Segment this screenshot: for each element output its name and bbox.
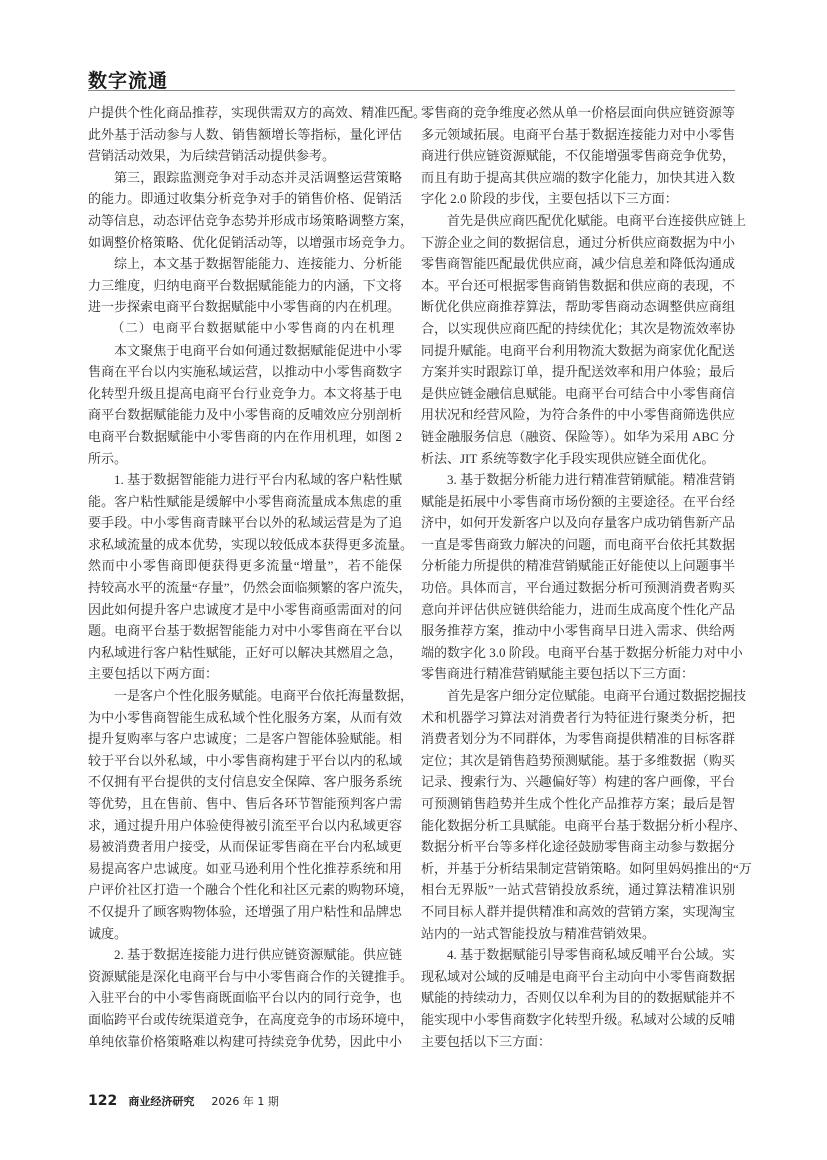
text-line: 不仅提升了顾客购物体验，还增强了用户粘性和品牌忠 — [88, 903, 402, 919]
text-line: 单纯依靠价格策略难以构建可持续竞争优势，因此中小 — [88, 1033, 402, 1049]
text-line: 首先是客户细分定位赋能。电商平台通过数据挖掘技 — [447, 688, 747, 704]
text-line: 字化 2.0 阶段的步伐，主要包括以下三方面： — [421, 191, 678, 207]
text-line: 济中，如何开发新客户以及向存量客户成功销售新产品 — [421, 515, 735, 531]
text-line: 求私域流量的成本优势，实现以较低成本获得更多流量。 — [88, 536, 414, 552]
paragraph — [88, 944, 414, 1052]
text-line: 电商平台数据赋能中小零售商的内在作用机理，如图 2 — [88, 428, 402, 444]
section-title: 数字流通 — [88, 70, 169, 92]
text-line: 一直是零售商致力解决的问题，而电商平台依托其数据 — [421, 536, 735, 552]
text-line: 不同目标人群并提供精准和高效的营销方案，实现淘宝 — [421, 903, 735, 919]
text-line: 断优化供应商推荐算法，帮助零售商动态调整供应商组 — [421, 299, 735, 315]
text-line: 较于平台以外私域，中小零售商构建于平台以内的私域 — [88, 752, 402, 768]
text-line: 主要包括以下三方面： — [421, 1033, 552, 1049]
text-line: 术和机器学习算法对消费者行为特征进行聚类分析，把 — [421, 709, 735, 725]
text-line: 本。平台还可根据零售商销售数据和供应商的表现，不 — [421, 277, 735, 293]
text-line: 资源赋能是深化电商平台与中小零售商合作的关键推手。 — [88, 968, 414, 984]
text-line: 一是客户个性化服务赋能。电商平台依托海量数据， — [114, 688, 414, 704]
journal-name: 商业经济研究 — [128, 1095, 195, 1108]
text-line: 数据分析平台等多样化途径鼓励零售商主动参与数据分 — [421, 839, 735, 855]
text-line: 端的数字化 3.0 阶段。电商平台基于数据分析能力对中小 — [421, 644, 743, 660]
text-line: 合，以实现供应商匹配的持续优化；其次是物流效率协 — [421, 320, 735, 336]
text-line: 多元领域拓展。电商平台基于数据连接能力对中小零售 — [421, 126, 735, 142]
text-line: 力三维度，归纳电商平台数据赋能能力的内涵，下文将 — [88, 277, 402, 293]
text-line: 的能力。即通过收集分析竞争对手的销售价格、促销活 — [88, 191, 402, 207]
text-line: 3. 基于数据分析能力进行精准营销赋能。精准营销 — [447, 472, 735, 488]
text-line: 赋能是拓展中小零售商市场份额的主要途径。在平台经 — [421, 493, 735, 509]
text-line: 定位；其次是销售趋势预测赋能。基于多维数据（购买 — [421, 752, 735, 768]
text-line: 商平台数据赋能能力及中小零售商的反哺效应分别剖析 — [88, 407, 402, 423]
text-line: 如调整价格策略、优化促销活动等，以增强市场竞争力。 — [88, 234, 414, 250]
text-line: 而且有助于提高其供应端的数字化能力，加快其进入数 — [421, 169, 735, 185]
text-line: 意向并评估供应链供给能力，进而生成高度个性化产品 — [421, 601, 735, 617]
text-line: 营销活动效果，为后续营销活动提供参考。 — [88, 148, 336, 164]
paragraph — [88, 685, 414, 944]
text-line: 相台无界版”一站式营销投放系统，通过算法精准识别 — [421, 882, 735, 898]
text-line: 能实现中小零售商数字化转型升级。私域对公域的反哺 — [421, 1011, 735, 1027]
paragraph — [421, 469, 743, 685]
paragraph — [88, 469, 414, 685]
text-line: 为中小零售商智能生成私域个性化服务方案，从而有效 — [88, 709, 402, 725]
issue-label: 2026 年 1 期 — [211, 1095, 279, 1108]
paragraph — [88, 253, 402, 318]
text-line: 不仅拥有平台提供的支付信息安全保障、客户服务系统 — [88, 774, 402, 790]
text-line: 析，并基于分析结果制定营销策略。如阿里妈妈推出的“万 — [421, 860, 752, 876]
text-line: 是供应链金融信息赋能。电商平台可结合中小零售商信 — [421, 385, 735, 401]
text-line: 要手段。中小零售商青睐平台以外的私域运营是为了追 — [88, 515, 402, 531]
text-line: 易被消费者用户接受，从而保证零售商在平台内私域更 — [88, 839, 402, 855]
text-line: 等优势，且在售前、售中、售后各环节智能预判客户需 — [88, 796, 402, 811]
text-line: 因此如何提升客户忠诚度才是中小零售商亟需面对的问 — [88, 601, 402, 617]
text-line: 可预测销售趋势并生成个性化产品推荐方案；最后是智 — [421, 796, 735, 811]
left-column — [88, 102, 427, 1052]
text-line: 主要包括以下两方面： — [88, 666, 219, 682]
text-line: 综上，本文基于数据智能能力、连接能力、分析能 — [114, 256, 402, 272]
text-line: 零售商的竞争维度必然从单一价格层面向供应链资源等 — [421, 105, 735, 120]
text-line: 持较高水平的流量“存量”，仍然会面临频繁的客户流失， — [88, 580, 412, 596]
text-line: 首先是供应商匹配优化赋能。电商平台连接供应链上 — [447, 212, 747, 228]
text-line: 商进行供应链资源赋能，不仅能增强零售商竞争优势， — [421, 148, 735, 164]
text-line: 2. 基于数据连接能力进行供应链资源赋能。供应链 — [114, 947, 402, 963]
text-line: 用状况和经营风险，为符合条件的中小零售商筛选供应 — [421, 407, 735, 423]
text-line: 题。电商平台基于数据智能能力对中小零售商在平台以 — [88, 623, 402, 639]
text-line: 所示。 — [88, 450, 128, 466]
header-rule — [88, 90, 735, 91]
paragraph — [421, 102, 735, 210]
text-line: 此外基于活动参与人数、销售额增长等指标，量化评估 — [88, 126, 402, 142]
text-line: 本文聚焦于电商平台如何通过数据赋能促进中小零 — [114, 342, 402, 358]
section-heading — [88, 318, 402, 340]
text-line: 1. 基于数据智能能力进行平台内私域的客户粘性赋 — [114, 472, 402, 488]
text-line: 赋能的持续动力，否则仅以牟利为目的的数据赋能并不 — [421, 990, 735, 1006]
page-footer — [88, 1090, 279, 1109]
text-line: 动等信息，动态评估竞争态势并形成市场策略调整方案， — [88, 212, 414, 228]
text-line: 方案并实时跟踪订单，提升配送效率和用户体验；最后 — [421, 364, 735, 380]
text-line: （二）电商平台数据赋能中小零售商的内在机理 — [111, 320, 396, 335]
text-line: 链金融服务信息（融资、保险等）。如华为采用 ABC 分 — [421, 428, 735, 444]
text-line: 同提升赋能。电商平台利用物流大数据为商家优化配送 — [421, 342, 735, 358]
text-line: 析法、JIT 系统等数字化手段实现供应链全面优化。 — [421, 450, 715, 466]
text-line: 能。客户粘性赋能是缓解中小零售商流量成本焦虑的重 — [88, 493, 402, 509]
text-line: 易提高客户忠诚度。如亚马逊利用个性化推荐系统和用 — [88, 860, 402, 876]
text-line: 诚度。 — [88, 925, 128, 941]
text-line: 现私域对公域的反哺是电商平台主动向中小零售商数据 — [421, 968, 735, 984]
text-line: 然而中小零售商即便获得更多流量“增量”，若不能保 — [88, 558, 402, 574]
text-line: 站内的一站式智能投放与精准营销效果。 — [421, 925, 656, 941]
text-line: 零售商智能匹配最优供应商，减少信息差和降低沟通成 — [421, 256, 735, 272]
text-line: 入驻平台的中小零售商既面临平台以内的同行竞争，也 — [88, 990, 402, 1006]
right-column — [421, 102, 752, 1052]
paragraph — [421, 685, 752, 944]
text-line: 功倍。具体而言，平台通过数据分析可预测消费者购买 — [421, 580, 735, 596]
text-line: 面临跨平台或传统渠道竞争，在高度竞争的市场环境中， — [88, 1011, 414, 1027]
text-line: 售商在平台以内实施私域运营，以推动中小零售商数字 — [88, 364, 402, 380]
paragraph — [421, 210, 747, 469]
text-line: 消费者划分为不同群体，为零售商提供精准的目标客群 — [421, 731, 735, 747]
paragraph — [88, 102, 427, 167]
text-line: 零售商进行精准营销赋能主要包括以下三方面： — [421, 666, 695, 682]
text-line: 内私域进行客户粘性赋能，正好可以解决其燃眉之急， — [88, 644, 402, 660]
paragraph — [421, 944, 735, 1052]
text-line: 4. 基于数据赋能引导零售商私域反哺平台公域。实 — [447, 947, 735, 963]
text-line: 求，通过提升用户体验使得被引流至平台以内私域更容 — [88, 817, 402, 833]
text-line: 第三，跟踪监测竞争对手动态并灵活调整运营策略 — [114, 169, 402, 185]
text-line: 进一步探索电商平台数据赋能中小零售商的内在机理。 — [88, 299, 401, 315]
text-line: 化转型升级且提高电商平台行业竞争力。本文将基于电 — [88, 385, 402, 401]
text-line: 记录、搜索行为、兴趣偏好等）构建的客户画像，平台 — [421, 774, 735, 790]
text-line: 分析能力所提供的精准营销赋能正好能使以上问题事半 — [421, 558, 735, 574]
text-line: 服务推荐方案，推动中小零售商早日进入需求、供给两 — [421, 623, 735, 639]
text-line: 能化数据分析工具赋能。电商平台基于数据分析小程序、 — [421, 817, 747, 833]
text-line: 户提供个性化商品推荐，实现供需双方的高效、精准匹配。 — [88, 105, 427, 120]
paragraph — [88, 340, 402, 470]
text-line: 提升复购率与客户忠诚度；二是客户智能体验赋能。相 — [88, 731, 402, 747]
page-number: 122 — [88, 1093, 118, 1109]
text-line: 下游企业之间的数据信息，通过分析供应商数据为中小 — [421, 234, 735, 250]
text-line: 户评价社区打造一个融合个性化和社区元素的购物环境， — [88, 882, 414, 898]
paragraph — [88, 167, 414, 253]
